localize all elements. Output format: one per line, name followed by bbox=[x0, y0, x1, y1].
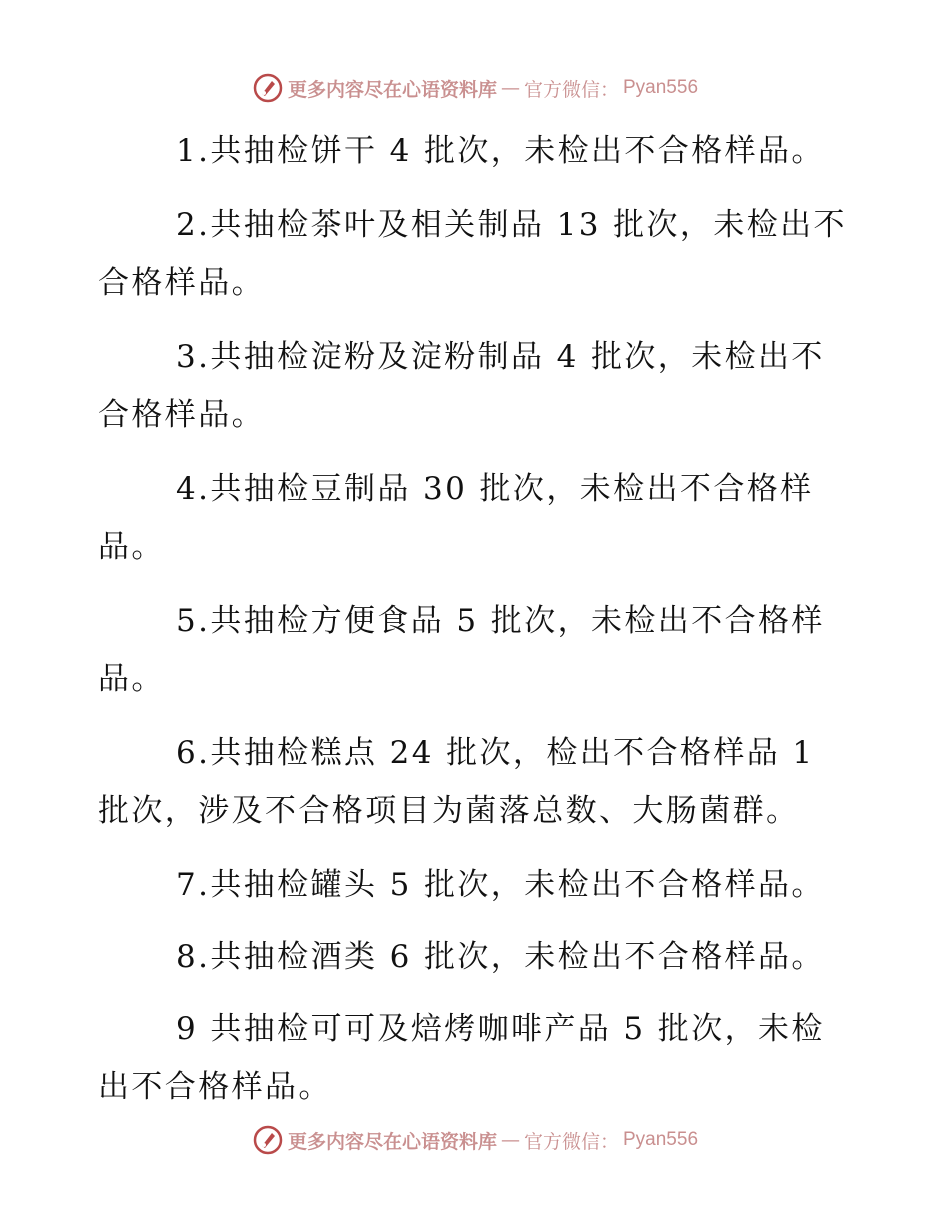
watermark-site-name: 更多内容尽在心语资料库 bbox=[287, 1130, 497, 1153]
footer-watermark bbox=[0, 1124, 950, 1156]
watermark-contact-id: Pyan556 bbox=[623, 77, 699, 98]
watermark-contact-label: 官方微信： bbox=[523, 78, 619, 101]
pen-nib-circle-icon bbox=[252, 1124, 284, 1156]
document-body bbox=[98, 122, 848, 1132]
paragraph-6: 6.共抽检糕点 24 批次，检出不合格样品 1 批次，涉及不合格项目为菌落总数、大肠菌群。 bbox=[98, 735, 815, 829]
pen-nib-circle-icon bbox=[252, 72, 284, 104]
paragraph-1: 1.共抽检饼干 4 批次，未检出不合格样品。 bbox=[176, 133, 825, 169]
paragraph-4: 4.共抽检豆制品 30 批次，未检出不合格样品。 bbox=[98, 471, 814, 565]
paragraph-9: 9 共抽检可可及焙烤咖啡产品 5 批次，未检出不合格样品。 bbox=[98, 1011, 825, 1105]
paragraph-7: 7.共抽检罐头 5 批次，未检出不合格样品。 bbox=[176, 867, 825, 903]
header-watermark bbox=[0, 72, 950, 104]
watermark-contact-label: 官方微信： bbox=[523, 1130, 619, 1153]
paragraph-5: 5.共抽检方便食品 5 批次，未检出不合格样品。 bbox=[98, 603, 825, 697]
watermark-separator: — bbox=[500, 77, 520, 99]
watermark-contact-id: Pyan556 bbox=[623, 1129, 699, 1150]
watermark-separator: — bbox=[500, 1129, 520, 1151]
watermark-site-name: 更多内容尽在心语资料库 bbox=[287, 78, 497, 101]
paragraph-2: 2.共抽检茶叶及相关制品 13 批次，未检出不合格样品。 bbox=[98, 207, 847, 301]
paragraph-3: 3.共抽检淀粉及淀粉制品 4 批次，未检出不合格样品。 bbox=[98, 339, 825, 433]
paragraph-8: 8.共抽检酒类 6 批次，未检出不合格样品。 bbox=[176, 939, 825, 975]
